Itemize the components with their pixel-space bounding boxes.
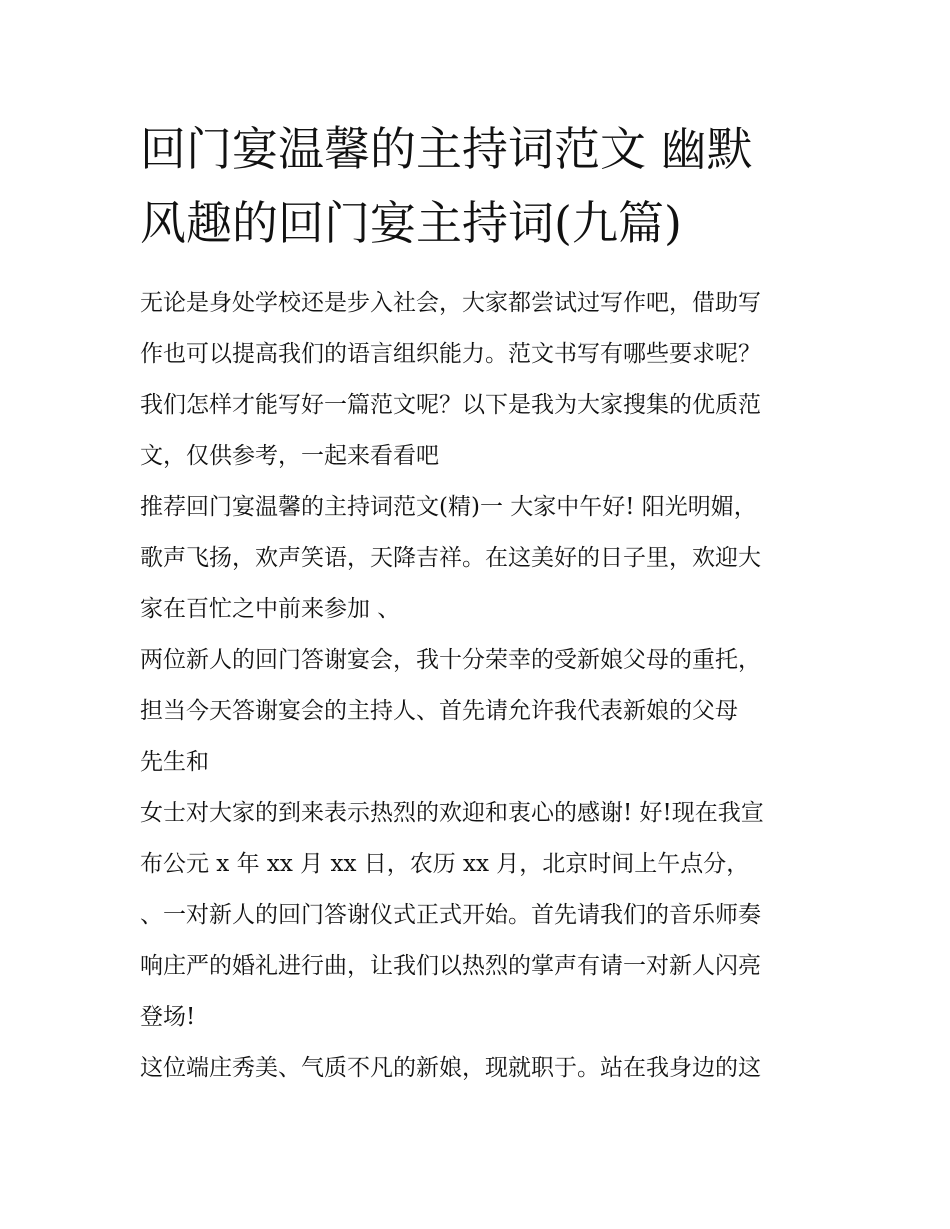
document-title [140,112,820,260]
body-line: 两位新人的回门答谢宴会，我十分荣幸的受新娘父母的重托， [140,647,761,673]
body-line: 家在百忙之中前来参加 、 [140,596,401,622]
document-body [140,278,830,1094]
body-line: 这位端庄秀美、气质不凡的新娘，现就职于。站在我身边的这 [140,1055,761,1081]
body-line: 我们怎样才能写好一篇范文呢？以下是我为大家搜集的优质范 [140,392,761,418]
body-line: 、一对新人的回门答谢仪式正式开始。首先请我们的音乐师奏 [140,902,761,928]
title-line: 回门宴温馨的主持词范文 幽默 [140,122,753,176]
body-line: 文，仅供参考，一起来看看吧 [140,443,439,469]
body-line: 作也可以提高我们的语言组织能力。范文书写有哪些要求呢？ [140,341,761,367]
body-line: 先生和 [140,749,209,775]
title-line: 风趣的回门宴主持词(九篇) [140,196,682,250]
body-line: 女士对大家的到来表示热烈的欢迎和衷心的感谢! 好!现在我宣 [140,800,764,826]
body-line: 无论是身处学校还是步入社会，大家都尝试过写作吧，借助写 [140,290,761,316]
body-line: 推荐回门宴温馨的主持词范文(精)一 大家中午好! 阳光明媚， [140,494,757,520]
body-line: 布公元 x 年 xx 月 xx 日，农历 xx 月，北京时间上午点分， [140,851,750,877]
body-line: 响庄严的婚礼进行曲，让我们以热烈的掌声有请一对新人闪亮 [140,953,761,979]
body-line: 登场! [140,1004,196,1030]
body-line: 担当今天答谢宴会的主持人、首先请允许我代表新娘的父母 [140,698,738,724]
body-line: 歌声飞扬，欢声笑语，天降吉祥。在这美好的日子里，欢迎大 [140,545,761,571]
